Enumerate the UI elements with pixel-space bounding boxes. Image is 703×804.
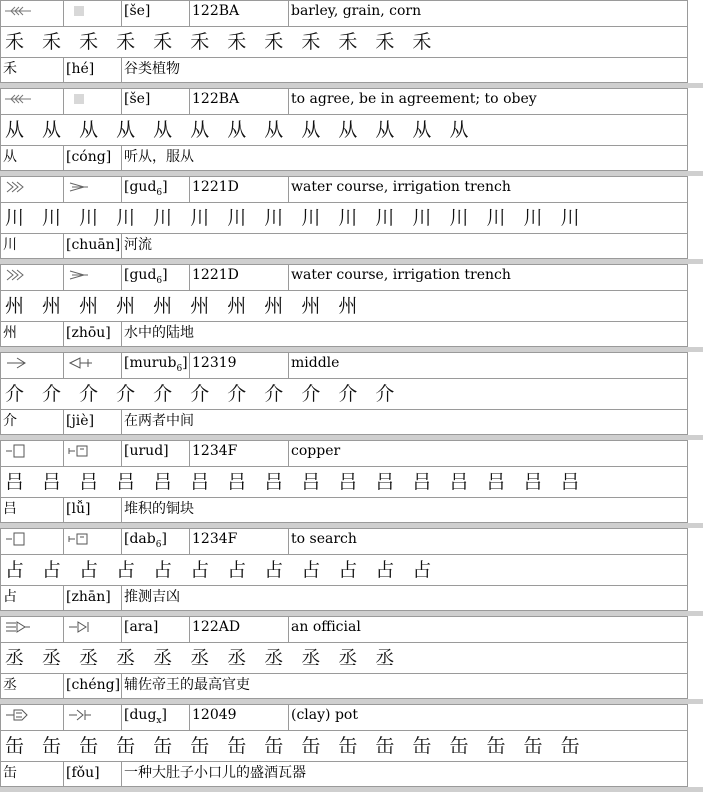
unicode-code: 12319 [190, 353, 289, 379]
pinyin: [cóng] [64, 146, 122, 171]
english-meaning: (clay) pot [289, 705, 688, 731]
chinese-gloss: 辅佐帝王的最高官吏 [122, 674, 688, 699]
box-sign-icon [66, 531, 96, 547]
cuneiform-sign [1, 265, 64, 291]
english-meaning: water course, irrigation trench [289, 265, 688, 291]
stream-sign-icon [66, 267, 96, 283]
cuneiform-sign-2 [64, 353, 122, 379]
unicode-code: 122BA [190, 89, 289, 115]
entry-he [0, 0, 688, 83]
box-sign-icon [3, 443, 33, 459]
entry-zhou [0, 264, 688, 347]
entry-cheng [0, 616, 688, 699]
entry-zhan [0, 528, 688, 611]
cuneiform-sign-2 [64, 265, 122, 291]
entry-lv [0, 440, 688, 523]
pot-sign-icon [66, 707, 96, 723]
english-meaning: an official [289, 617, 688, 643]
english-meaning: barley, grain, corn [289, 1, 688, 27]
chinese-gloss: 一种大肚子小口儿的盛酒瓦器 [122, 762, 688, 787]
pinyin: [zhōu] [64, 322, 122, 347]
chinese-character: 占 [1, 586, 64, 611]
pinyin: [lǚ] [64, 498, 122, 523]
pinyin: [chéng] [64, 674, 122, 699]
sumerian-reading: [dug$_x$] [122, 705, 190, 731]
cuneiform-sign-2 [64, 441, 122, 467]
sumerian-reading: [še] [122, 89, 190, 115]
pinyin: [chuān] [64, 234, 122, 259]
chinese-gloss: 河流 [122, 234, 688, 259]
cuneiform-sign [1, 617, 64, 643]
stream-sign-icon [66, 179, 96, 195]
chinese-gloss: 水中的陆地 [122, 322, 688, 347]
chinese-gloss: 推测吉凶 [122, 586, 688, 611]
english-meaning: to search [289, 529, 688, 555]
glyph-variants: 吕 吕 吕 吕 吕 吕 吕 吕 吕 吕 吕 吕 吕 吕 吕 吕 [1, 467, 688, 498]
cuneiform-sign [1, 441, 64, 467]
glyph-variants: ⽲ ⽲ ⽲ ⽲ ⽲ ⽲ ⽲ ⽲ ⽲ ⽲ ⽲ ⽲ [1, 27, 688, 58]
official-sign-icon [66, 619, 96, 635]
sumerian-reading: [ara] [122, 617, 190, 643]
chinese-character: 吕 [1, 498, 64, 523]
arrow-sign-icon [3, 355, 33, 371]
unicode-code: 122AD [190, 617, 289, 643]
chinese-gloss: 堆积的铜块 [122, 498, 688, 523]
glyph-variants: 丞 丞 丞 丞 丞 丞 丞 丞 丞 丞 丞 [1, 643, 688, 674]
cuneiform-sign-2 [64, 617, 122, 643]
cuneiform-sign-2 [64, 529, 122, 555]
unicode-code: 122BA [190, 1, 289, 27]
sumerian-reading: [gud$_6$] [122, 177, 190, 203]
cuneiform-sign-2 [64, 89, 122, 115]
glyph-variants: 从 从 从 从 从 从 从 从 从 从 从 从 从 [1, 115, 688, 146]
cuneiform-sign [1, 529, 64, 555]
sumerian-reading: [še] [122, 1, 190, 27]
stream-sign-icon [3, 267, 33, 283]
pinyin: [zhān] [64, 586, 122, 611]
unicode-code: 12049 [190, 705, 289, 731]
chinese-gloss: 听从，服从 [122, 146, 688, 171]
sheaf-sign-icon [3, 91, 33, 107]
glyph-variants: 占 占 占 占 占 占 占 占 占 占 占 占 [1, 555, 688, 586]
chinese-gloss: 谷类植物 [122, 58, 688, 83]
sumerian-reading: [murub$_6$] [122, 353, 190, 379]
entry-jie [0, 352, 688, 435]
cuneiform-sign [1, 705, 64, 731]
sheaf-sign-icon [66, 3, 96, 19]
pinyin: [hé] [64, 58, 122, 83]
box-sign-icon [66, 443, 96, 459]
box-sign-icon [3, 531, 33, 547]
english-meaning: copper [289, 441, 688, 467]
unicode-code: 1221D [190, 265, 289, 291]
pot-sign-icon [3, 707, 33, 723]
entry-cong [0, 88, 688, 171]
chinese-character: 禾 [1, 58, 64, 83]
chinese-gloss: 在两者中间 [122, 410, 688, 435]
chinese-character: 丞 [1, 674, 64, 699]
sumerian-reading: [dab$_6$] [122, 529, 190, 555]
stream-sign-icon [3, 179, 33, 195]
sumerian-reading: [gud$_6$] [122, 265, 190, 291]
english-meaning: middle [289, 353, 688, 379]
entry-chuan [0, 176, 688, 259]
sheaf-sign-icon [3, 3, 33, 19]
glyph-variants: 州 州 州 州 州 州 州 州 州 州 [1, 291, 688, 322]
unicode-code: 1234F [190, 441, 289, 467]
cuneiform-sign [1, 353, 64, 379]
chinese-character: 从 [1, 146, 64, 171]
cuneiform-sign [1, 1, 64, 27]
sumerian-reading: [urud] [122, 441, 190, 467]
pinyin: [fǒu] [64, 762, 122, 787]
cuneiform-sign-2 [64, 177, 122, 203]
unicode-code: 1221D [190, 177, 289, 203]
chinese-character: 川 [1, 234, 64, 259]
chinese-character: 州 [1, 322, 64, 347]
pinyin: [jiè] [64, 410, 122, 435]
entry-separator [0, 787, 703, 792]
english-meaning: water course, irrigation trench [289, 177, 688, 203]
glyph-variants: 川 川 川 川 川 川 川 川 川 川 川 川 川 川 川 川 [1, 203, 688, 234]
unicode-code: 1234F [190, 529, 289, 555]
cuneiform-sign [1, 89, 64, 115]
cuneiform-sign [1, 177, 64, 203]
official-sign-icon [3, 619, 33, 635]
cuneiform-sign-2 [64, 705, 122, 731]
entry-fou [0, 704, 688, 787]
english-meaning: to agree, be in agreement; to obey [289, 89, 688, 115]
glyph-variants: 介 介 介 介 介 介 介 介 介 介 介 [1, 379, 688, 410]
sheaf-sign-icon [66, 91, 96, 107]
chinese-character: 介 [1, 410, 64, 435]
chinese-character: 缶 [1, 762, 64, 787]
arrow-sign-icon [66, 355, 96, 371]
glyph-variants: 缶 缶 缶 缶 缶 缶 缶 缶 缶 缶 缶 缶 缶 缶 缶 缶 [1, 731, 688, 762]
cuneiform-sign-2 [64, 1, 122, 27]
